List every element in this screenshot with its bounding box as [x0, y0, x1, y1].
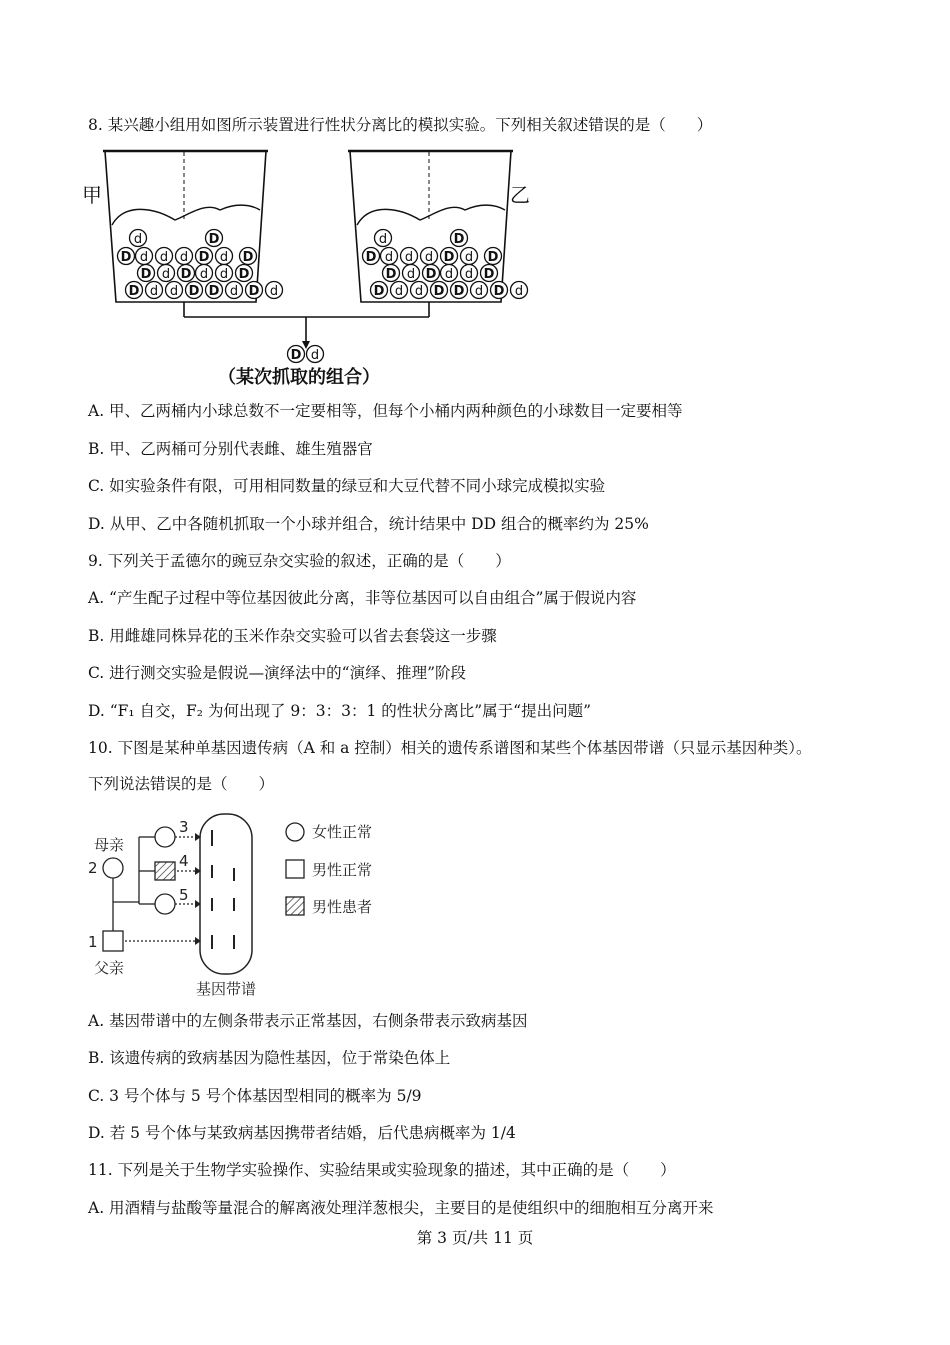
number-2: 2 — [88, 859, 98, 877]
individual-3-symbol — [155, 827, 175, 847]
number-5: 5 — [179, 886, 189, 904]
q9-option-c: C. 进行测交实验是假说—演绎法中的“演绎、推理”阶段 — [88, 664, 467, 682]
q10-stem-line2: 下列说法错误的是（ ） — [88, 775, 275, 793]
ball-D-label: D — [290, 348, 302, 363]
ball-d-label: d — [394, 284, 404, 299]
ball-D-label: D — [198, 250, 210, 265]
legend-male-affected-icon — [286, 897, 304, 915]
label-yi: 乙 — [510, 183, 530, 207]
ball-D-label: D — [248, 284, 260, 299]
q8-option-d: D. 从甲、乙中各随机抓取一个小球并组合，统计结果中 DD 组合的概率约为 25% — [88, 515, 649, 533]
legend-male-normal: 男性正常 — [312, 861, 373, 879]
q10-pedigree-figure — [84, 810, 404, 1002]
ball-D-label: D — [443, 250, 455, 265]
ball-D-label: D — [208, 284, 220, 299]
legend-male-normal-icon — [286, 860, 304, 878]
label-jia: 甲 — [82, 183, 102, 207]
ball-d-label: d — [404, 250, 414, 265]
ball-D-label: D — [453, 284, 465, 299]
mother-label: 母亲 — [94, 836, 125, 854]
ball-d-label: d — [444, 267, 454, 282]
father-symbol — [103, 931, 123, 951]
ball-D-label: D — [238, 267, 250, 282]
q10-option-a: A. 基因带谱中的左侧条带表示正常基因，右侧条带表示致病基因 — [88, 1012, 528, 1030]
ball-d-label: d — [269, 284, 279, 299]
ball-D-label: D — [208, 232, 220, 247]
ball-d-label: d — [474, 284, 484, 299]
ball-d-label: d — [161, 267, 171, 282]
number-1: 1 — [88, 933, 98, 951]
ball-d-label: d — [219, 267, 229, 282]
ball-D-label: D — [120, 250, 132, 265]
q8-option-a: A. 甲、乙两桶内小球总数不一定要相等，但每个小桶内两种颜色的小球数目一定要相等 — [88, 402, 683, 420]
ball-d-label: d — [414, 284, 424, 299]
page-footer: 第 3 页/共 11 页 — [416, 1229, 534, 1247]
q10-option-c: C. 3 号个体与 5 号个体基因型相同的概率为 5/9 — [88, 1087, 422, 1105]
ball-d-label: d — [514, 284, 524, 299]
ball-D-label: D — [487, 250, 499, 265]
number-3: 3 — [179, 818, 189, 836]
ball-d-label: d — [378, 232, 388, 247]
ball-d-label: d — [139, 250, 149, 265]
band-caption: 基因带谱 — [196, 980, 257, 998]
q8-bucket-figure — [80, 140, 550, 392]
individual-5-symbol — [155, 894, 175, 914]
q10-stem-line1: 10. 下图是某种单基因遗传病（A 和 a 控制）相关的遗传系谱图和某些个体基因带谱（只显示基因种类）。 — [88, 739, 812, 757]
ball-D-label: D — [385, 267, 397, 282]
ball-D-label: D — [493, 284, 505, 299]
ball-d-label: d — [179, 250, 189, 265]
ball-d-label: d — [149, 284, 159, 299]
q8-option-c: C. 如实验条件有限，可用相同数量的绿豆和大豆代替不同小球完成模拟实验 — [88, 477, 606, 495]
q11-stem: 11. 下列是关于生物学实验操作、实验结果或实验现象的描述，其中正确的是（ ） — [88, 1161, 676, 1179]
legend-female-normal: 女性正常 — [312, 823, 373, 841]
q8-option-b: B. 甲、乙两桶可分别代表雌、雄生殖器官 — [88, 440, 373, 458]
ball-d-label: d — [406, 267, 416, 282]
mother-symbol — [103, 858, 123, 878]
ball-D-label: D — [188, 284, 200, 299]
ball-d-label: d — [310, 348, 320, 363]
father-label: 父亲 — [94, 959, 125, 977]
ball-D-label: D — [483, 267, 495, 282]
ball-d-label: d — [133, 232, 143, 247]
ball-d-label: d — [199, 267, 209, 282]
ball-D-label: D — [128, 284, 140, 299]
ball-D-label: D — [242, 250, 254, 265]
legend-female-normal-icon — [286, 823, 304, 841]
ball-d-label: d — [464, 267, 474, 282]
ball-d-label: d — [159, 250, 169, 265]
q9-stem: 9. 下列关于孟德尔的豌豆杂交实验的叙述，正确的是（ ） — [88, 552, 511, 570]
ball-d-label: d — [169, 284, 179, 299]
ball-d-label: d — [464, 250, 474, 265]
ball-D-label: D — [180, 267, 192, 282]
ball-D-label: D — [433, 284, 445, 299]
legend-male-affected: 男性患者 — [312, 898, 373, 916]
number-4: 4 — [179, 852, 189, 870]
ball-D-label: D — [140, 267, 152, 282]
q10-option-b: B. 该遗传病的致病基因为隐性基因，位于常染色体上 — [88, 1049, 451, 1067]
q9-option-d: D. “F₁ 自交，F₂ 为何出现了 9：3：3：1 的性状分离比”属于“提出问题” — [88, 702, 592, 720]
ball-D-label: D — [373, 284, 385, 299]
individual-4-symbol — [155, 862, 175, 880]
gene-band-box — [200, 814, 252, 974]
ball-D-label: D — [365, 250, 377, 265]
ball-d-label: d — [384, 250, 394, 265]
q9-option-a: A. “产生配子过程中等位基因彼此分离，非等位基因可以自由组合”属于假说内容 — [88, 589, 637, 607]
ball-d-label: d — [219, 250, 229, 265]
ball-d-label: d — [229, 284, 239, 299]
ball-D-label: D — [453, 232, 465, 247]
q10-option-d: D. 若 5 号个体与某致病基因携带者结婚，后代患病概率为 1/4 — [88, 1124, 516, 1142]
q8-stem: 8. 某兴趣小组用如图所示装置进行性状分离比的模拟实验。下列相关叙述错误的是（ ） — [88, 116, 713, 134]
q11-option-a: A. 用酒精与盐酸等量混合的解离液处理洋葱根尖，主要目的是使组织中的细胞相互分离开来 — [88, 1199, 714, 1217]
ball-D-label: D — [425, 267, 437, 282]
ball-d-label: d — [424, 250, 434, 265]
figure-caption: （某次抓取的组合） — [218, 367, 380, 388]
q9-option-b: B. 用雌雄同株异花的玉米作杂交实验可以省去套袋这一步骤 — [88, 627, 497, 645]
